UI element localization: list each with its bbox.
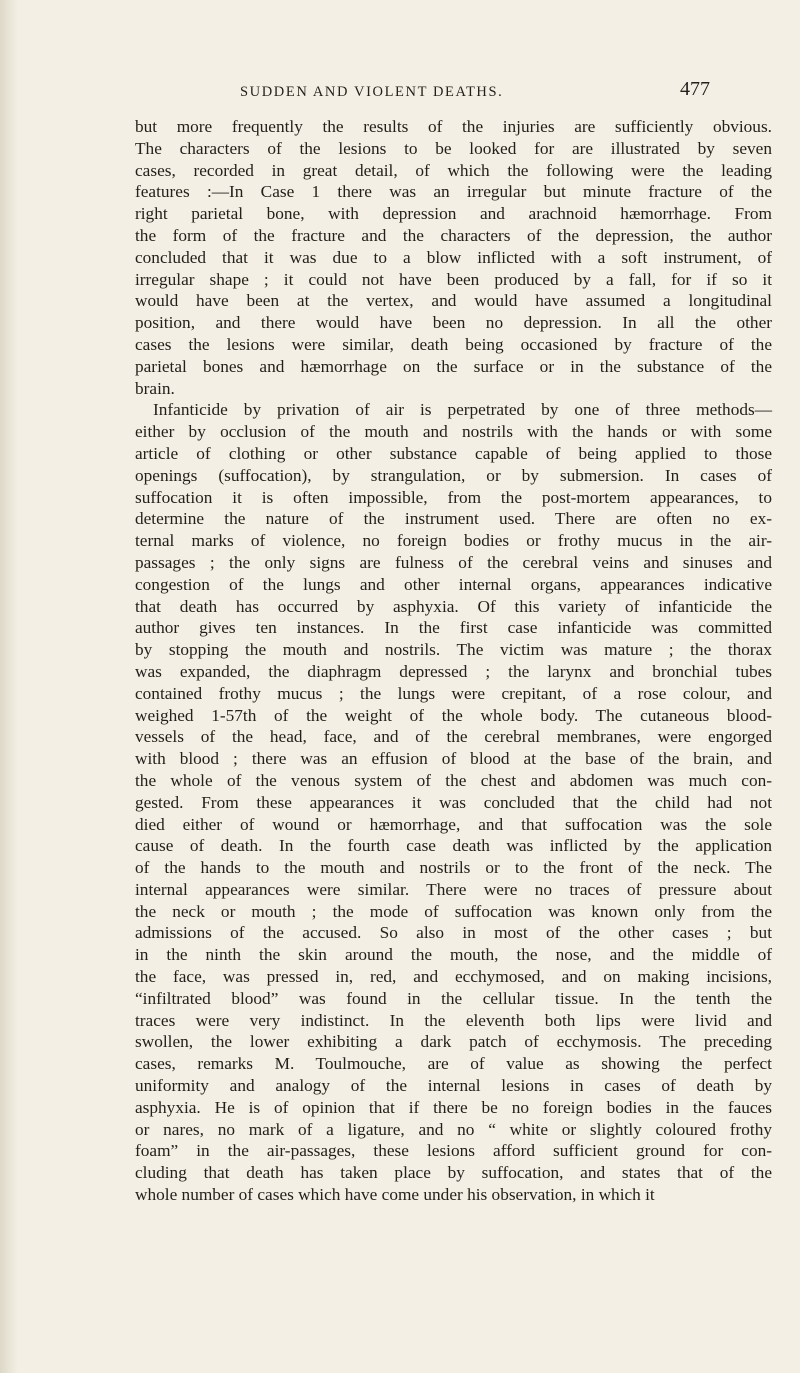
- text-line: admissions of the accused. So also in most of the other cases ; but: [135, 923, 772, 943]
- paragraph: [135, 399, 772, 1205]
- text-line: the form of the fracture and the characters of the depression, the author: [135, 225, 772, 245]
- text-line: would have been at the vertex, and would have assumed a longitudinal: [135, 291, 772, 311]
- page-number: 477: [680, 78, 710, 100]
- text-line: congestion of the lungs and other internal organs, appearances indicative: [135, 574, 772, 594]
- text-line: the face, was pressed in, red, and ecchymosed, and on making incisions,: [135, 967, 772, 987]
- text-line: died either of wound or hæmorrhage, and that suffocation was the sole: [135, 814, 772, 834]
- text-line: that death has occurred by asphyxia. Of this variety of infanticide the: [135, 596, 772, 616]
- text-line: right parietal bone, with depression and arachnoid hæmorrhage. From: [135, 204, 772, 224]
- text-line: in the ninth the skin around the mouth, the nose, and the middle of: [135, 945, 772, 965]
- text-line: weighed 1-57th of the weight of the whole body. The cutaneous blood-: [135, 705, 772, 725]
- text-line: parietal bones and hæmorrhage on the surface or in the substance of the: [135, 356, 772, 376]
- text-line: asphyxia. He is of opinion that if there be no foreign bodies in the fauces: [135, 1097, 772, 1117]
- text-line: “infiltrated blood” was found in the cellular tissue. In the tenth the: [135, 988, 772, 1008]
- text-line: determine the nature of the instrument used. There are often no ex-: [135, 509, 772, 529]
- text-line: internal appearances were similar. There were no traces of pressure about: [135, 879, 772, 899]
- text-line: author gives ten instances. In the first case infanticide was committed: [135, 618, 772, 638]
- text-line: cases, recorded in great detail, of which the following were the leading: [135, 160, 772, 180]
- running-title: SUDDEN AND VIOLENT DEATHS.: [240, 84, 504, 100]
- text-line: passages ; the only signs are fulness of the cerebral veins and sinuses and: [135, 552, 772, 572]
- text-line: cases, remarks M. Toulmouche, are of value as showing the perfect: [135, 1054, 772, 1074]
- text-line: features :—In Case 1 there was an irregular but minute fracture of the: [135, 182, 772, 202]
- body-text: [135, 116, 772, 1206]
- text-line: foam” in the air-passages, these lesions afford sufficient ground for con-: [135, 1141, 772, 1161]
- text-line: whole number of cases which have come under his observation, in which it: [135, 1185, 655, 1205]
- page-edge-shadow: [0, 0, 18, 1373]
- text-line: position, and there would have been no depression. In all the other: [135, 313, 772, 333]
- text-line: article of clothing or other substance capable of being applied to those: [135, 443, 772, 463]
- text-line: swollen, the lower exhibiting a dark patch of ecchymosis. The preceding: [135, 1032, 772, 1052]
- text-line: or nares, no mark of a ligature, and no “ white or slightly coloured frothy: [135, 1119, 772, 1139]
- text-line: Infanticide by privation of air is perpetrated by one of three methods—: [153, 400, 772, 420]
- text-line: irregular shape ; it could not have been produced by a fall, for if so it: [135, 269, 772, 289]
- text-line: uniformity and analogy of the internal lesions in cases of death by: [135, 1076, 772, 1096]
- text-line: gested. From these appearances it was concluded that the child had not: [135, 792, 772, 812]
- text-line: ternal marks of violence, no foreign bodies or frothy mucus in the air-: [135, 531, 772, 551]
- text-line: The characters of the lesions to be looked for are illustrated by seven: [135, 138, 772, 158]
- text-line: of the hands to the mouth and nostrils or to the front of the neck. The: [135, 858, 772, 878]
- text-line: cluding that death has taken place by suffocation, and states that of the: [135, 1163, 772, 1183]
- text-line: with blood ; there was an effusion of blood at the base of the brain, and: [135, 749, 772, 769]
- text-line: concluded that it was due to a blow inflicted with a soft instrument, of: [135, 247, 772, 267]
- text-line: suffocation it is often impossible, from the post-mortem appearances, to: [135, 487, 772, 507]
- text-line: either by occlusion of the mouth and nostrils with the hands or with some: [135, 422, 772, 442]
- text-line: the whole of the venous system of the chest and abdomen was much con-: [135, 770, 772, 790]
- paragraph: [135, 116, 772, 399]
- text-line: was expanded, the diaphragm depressed ; the larynx and bronchial tubes: [135, 661, 772, 681]
- text-line: cause of death. In the fourth case death was inflicted by the application: [135, 836, 772, 856]
- text-line: openings (suffocation), by strangulation, or by submersion. In cases of: [135, 465, 772, 485]
- text-line: brain.: [135, 378, 175, 398]
- text-line: by stopping the mouth and nostrils. The victim was mature ; the thorax: [135, 640, 772, 660]
- text-line: cases the lesions were similar, death being occasioned by fracture of the: [135, 334, 772, 354]
- text-line: vessels of the head, face, and of the cerebral membranes, were engorged: [135, 727, 772, 747]
- text-line: the neck or mouth ; the mode of suffocation was known only from the: [135, 901, 772, 921]
- text-line: contained frothy mucus ; the lungs were crepitant, of a rose colour, and: [135, 683, 772, 703]
- text-line: but more frequently the results of the injuries are sufficiently obvious.: [135, 117, 772, 136]
- page-header: [135, 78, 710, 104]
- text-line: traces were very indistinct. In the eleventh both lips were livid and: [135, 1010, 772, 1030]
